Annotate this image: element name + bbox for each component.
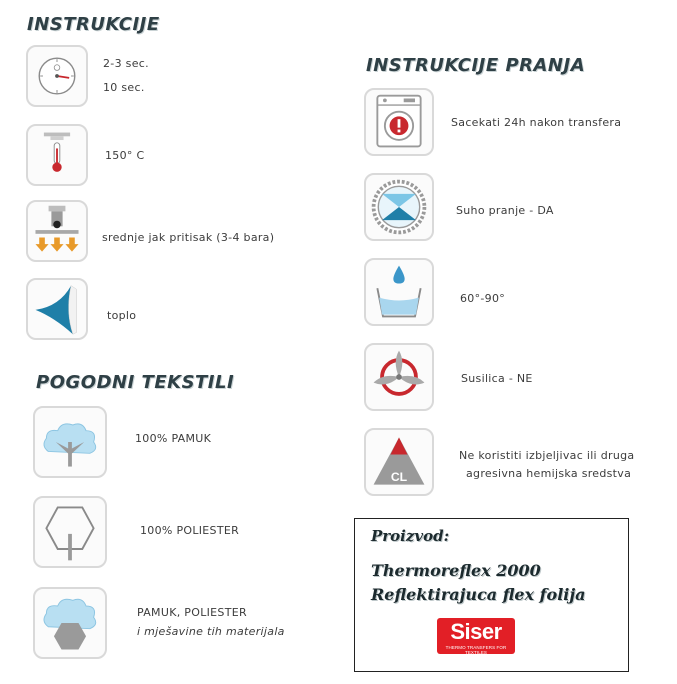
dry-clean-icon bbox=[366, 175, 432, 239]
polyester-icon-box bbox=[33, 496, 107, 568]
wash-temperature-icon bbox=[366, 260, 432, 324]
pressure-text: srednje jak pritisak (3-4 bara) bbox=[102, 231, 275, 244]
fabrics-title: POGODNI TEKSTILI bbox=[36, 372, 235, 393]
siser-logo-tagline: THERMO TRANSFERS FOR TEXTILES bbox=[445, 645, 507, 655]
instructions-title: INSTRUKCIJE bbox=[27, 14, 160, 35]
bleach-icon bbox=[366, 430, 432, 494]
wait-text: Sacekati 24h nakon transfera bbox=[451, 116, 622, 129]
wash-temperature-text: 60°-90° bbox=[460, 292, 506, 305]
product-name: Thermoreflex 2000 bbox=[371, 561, 541, 580]
peel-text: toplo bbox=[107, 309, 137, 322]
svg-text:CL: CL bbox=[390, 469, 408, 484]
product-label: Proizvod: bbox=[371, 527, 450, 545]
blend-subtext: i mješavine tih materijala bbox=[137, 625, 285, 638]
polyester-text: 100% POLIESTER bbox=[140, 524, 240, 537]
wash-temperature-icon-box bbox=[364, 258, 434, 326]
time-long-text: 10 sec. bbox=[103, 81, 145, 94]
washing-machine-icon-box bbox=[364, 88, 434, 156]
product-box bbox=[354, 518, 629, 672]
cotton-text: 100% PAMUK bbox=[135, 432, 212, 445]
warm-peel-icon bbox=[28, 280, 86, 338]
warm-peel-icon-box bbox=[26, 278, 88, 340]
dryer-icon-box bbox=[364, 343, 434, 411]
thermometer-icon bbox=[28, 126, 86, 184]
dryer-icon bbox=[366, 345, 432, 409]
bleach-icon-box bbox=[364, 428, 434, 496]
dry-clean-icon-box bbox=[364, 173, 434, 241]
temperature-text: 150° C bbox=[105, 149, 145, 162]
blend-text: PAMUK, POLIESTER bbox=[137, 606, 247, 619]
press-icon bbox=[28, 202, 86, 260]
washing-machine-icon bbox=[366, 90, 432, 154]
blend-icon-box bbox=[33, 587, 107, 659]
dry-clean-text: Suho pranje - DA bbox=[456, 204, 554, 217]
product-description: Reflektirajuca flex folija bbox=[371, 585, 586, 604]
bleach-text-1: Ne koristiti izbjeljivac ili druga bbox=[459, 449, 635, 462]
clock-icon bbox=[28, 47, 86, 105]
polyester-icon bbox=[35, 498, 105, 566]
dryer-text: Susilica - NE bbox=[461, 372, 533, 385]
cotton-icon-box bbox=[33, 406, 107, 478]
siser-logo bbox=[437, 618, 515, 654]
thermometer-icon-box bbox=[26, 124, 88, 186]
siser-logo-name: Siser bbox=[450, 619, 502, 644]
blend-icon bbox=[35, 589, 105, 657]
time-short-text: 2-3 sec. bbox=[103, 57, 149, 70]
clock-icon-box bbox=[26, 45, 88, 107]
press-icon-box bbox=[26, 200, 88, 262]
washing-title: INSTRUKCIJE PRANJA bbox=[366, 55, 586, 76]
cotton-icon bbox=[35, 408, 105, 476]
bleach-text-2: agresivna hemijska sredstva bbox=[466, 467, 632, 480]
